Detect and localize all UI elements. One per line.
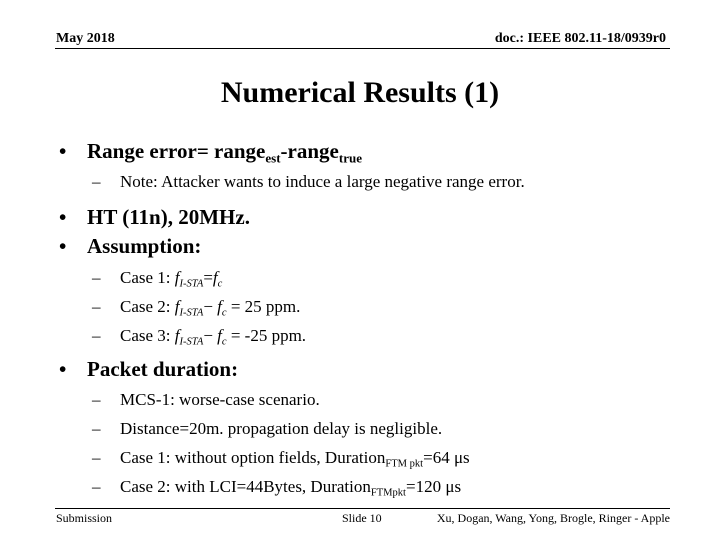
packet-case2-sub: FTMpkt <box>370 487 406 499</box>
note-line <box>92 172 525 192</box>
packet-case2-prefix: Case 2: with LCI=44Bytes, Duration <box>120 477 371 496</box>
range-error-mid: -range <box>280 139 339 163</box>
case-rest: = -25 ppm. <box>226 326 307 345</box>
f-subscript: c <box>221 336 227 348</box>
f-symbol: f <box>174 326 180 345</box>
packet-mcs-line <box>92 390 320 410</box>
header-doc-id: doc.: IEEE 802.11-18/0939r0 <box>494 31 666 46</box>
case-label: Case 2: <box>120 297 175 316</box>
dash-marker: – <box>92 390 101 409</box>
mcs-text: MCS-1: worse-case scenario. <box>120 390 320 409</box>
f-subscript: I-STA <box>179 278 204 290</box>
range-error-prefix: Range error= range <box>87 139 266 163</box>
case-operator: − <box>203 326 218 345</box>
bullet-ht <box>59 205 250 230</box>
dash-marker: – <box>92 326 101 345</box>
footer-rule <box>55 508 670 509</box>
bullet-assumption <box>59 234 201 259</box>
footer-slide-number: Slide 10 <box>342 511 382 525</box>
case-rest: = 25 ppm. <box>226 297 301 316</box>
case-label: Case 3: <box>120 326 175 345</box>
dash-marker: – <box>92 419 101 438</box>
header-date: May 2018 <box>56 31 115 46</box>
assumption-text: Assumption: <box>87 234 202 258</box>
case-2-line <box>92 297 300 317</box>
case-3-line <box>92 326 306 346</box>
bullet-range-error <box>59 139 362 164</box>
f-subscript: I-STA <box>179 307 204 319</box>
f-symbol: f <box>174 297 180 316</box>
range-error-sub-true: true <box>338 150 363 166</box>
packet-case2-line <box>92 477 461 497</box>
f-subscript: I-STA <box>179 336 204 348</box>
distance-text: Distance=20m. propagation delay is negligible. <box>120 419 443 438</box>
packet-case2-suffix: =120 μs <box>406 477 462 496</box>
slide-title: Numerical Results (1) <box>220 76 500 109</box>
dash-marker: – <box>92 477 101 496</box>
packet-case1-sub: FTM pkt <box>385 458 424 470</box>
range-error-sub-est: est <box>265 150 281 166</box>
f-symbol: f <box>174 268 180 287</box>
bullet-marker: • <box>59 139 67 163</box>
packet-distance-line <box>92 419 442 439</box>
case-operator: − <box>203 297 218 316</box>
bullet-marker: • <box>59 234 67 258</box>
bullet-marker: • <box>59 205 67 229</box>
note-text: Note: Attacker wants to induce a large negative range error. <box>120 172 525 191</box>
dash-marker: – <box>92 172 101 191</box>
ht-text: HT (11n), 20MHz. <box>87 205 250 229</box>
case-1-line <box>92 268 222 288</box>
packet-case1-line <box>92 448 470 468</box>
f-subscript: c <box>217 278 223 290</box>
bullet-packet-duration <box>59 357 238 382</box>
footer-authors: Xu, Dogan, Wang, Yong, Brogle, Ringer - Apple <box>436 511 670 525</box>
case-label: Case 1: <box>120 268 175 287</box>
case-operator: = <box>203 268 213 287</box>
dash-marker: – <box>92 448 101 467</box>
packet-duration-text: Packet duration: <box>87 357 239 381</box>
f-symbol: f <box>212 268 218 287</box>
footer-submission: Submission <box>56 511 113 525</box>
f-symbol: f <box>217 326 222 345</box>
header-rule <box>55 48 670 49</box>
packet-case1-prefix: Case 1: without option fields, Duration <box>120 448 386 467</box>
dash-marker: – <box>92 268 101 287</box>
packet-case1-suffix: =64 μs <box>423 448 470 467</box>
dash-marker: – <box>92 297 101 316</box>
f-symbol: f <box>217 297 222 316</box>
bullet-marker: • <box>59 357 67 381</box>
f-subscript: c <box>221 307 227 319</box>
